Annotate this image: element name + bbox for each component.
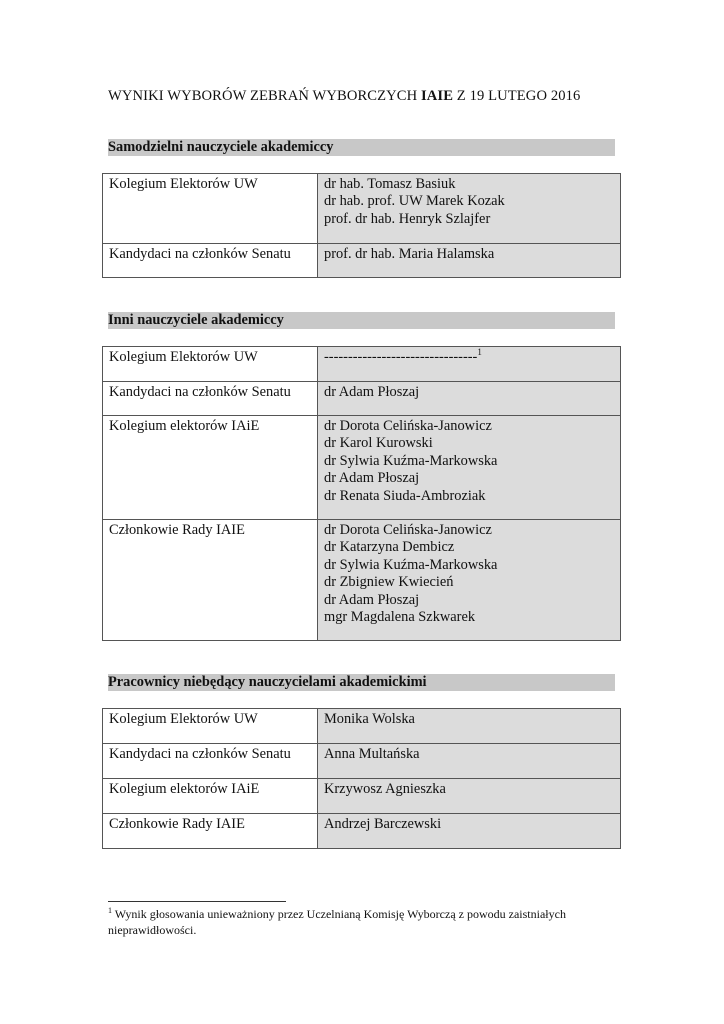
name-entry: Krzywosz Agnieszka [324, 781, 446, 797]
row-label: Kolegium Elektorów UW [103, 347, 318, 382]
name-entry: Anna Multańska [324, 746, 420, 762]
footnote-reference[interactable]: 1 [477, 347, 482, 358]
table-row [103, 709, 621, 744]
table-row [103, 382, 621, 416]
name-entry: dr Zbigniew Kwiecień [324, 574, 454, 591]
row-label: Członkowie Rady IAIE [103, 814, 318, 849]
row-names [318, 744, 621, 779]
row-label: Kolegium elektorów IAiE [103, 779, 318, 814]
name-entry: dr Adam Płoszaj [324, 591, 420, 608]
footnote-divider [108, 901, 286, 902]
row-label: Kolegium elektorów IAiE [103, 416, 318, 520]
section-heading-pracownicy: Pracownicy niebędący nauczycielami akademickimi [108, 674, 615, 691]
document-title [108, 88, 580, 105]
name-entry: prof. dr hab. Maria Halamska [324, 246, 495, 262]
footnote [108, 907, 598, 938]
row-label: Kolegium Elektorów UW [103, 174, 318, 244]
section-heading-samodzielni: Samodzielni nauczyciele akademiccy [108, 139, 615, 156]
table-row [103, 244, 621, 278]
name-entry: dr Sylwia Kuźma-Markowska [324, 556, 498, 573]
row-names [318, 779, 621, 814]
name-entry: prof. dr hab. Henryk Szlajfer [324, 210, 491, 227]
name-entry: dr Dorota Celińska-Janowicz [324, 522, 492, 538]
footnote-mark: 1 [108, 906, 112, 915]
table-row [103, 416, 621, 520]
table-row [103, 814, 621, 849]
row-label: Kandydaci na członków Senatu [103, 744, 318, 779]
row-label: Kandydaci na członków Senatu [103, 244, 318, 278]
void-dashes: -------------------------------- [324, 349, 478, 365]
section-heading-inni: Inni nauczyciele akademiccy [108, 312, 615, 329]
table-row [103, 347, 621, 382]
row-label: Członkowie Rady IAIE [103, 520, 318, 641]
name-entry: dr hab. prof. UW Marek Kozak [324, 193, 505, 210]
results-table-pracownicy [102, 708, 621, 849]
name-entry: dr Adam Płoszaj [324, 470, 420, 487]
row-names [318, 814, 621, 849]
row-names [318, 382, 621, 416]
row-label: Kolegium Elektorów UW [103, 709, 318, 744]
table-row [103, 174, 621, 244]
row-names [318, 520, 621, 641]
name-entry: dr Sylwia Kuźma-Markowska [324, 452, 498, 469]
name-entry: Andrzej Barczewski [324, 816, 442, 832]
name-entry: dr Adam Płoszaj [324, 384, 420, 400]
table-row [103, 779, 621, 814]
results-table-inni [102, 346, 621, 641]
row-names [318, 174, 621, 244]
name-entry: dr Karol Kurowski [324, 435, 433, 452]
footnote-text: Wynik głosowania unieważniony przez Uczelnianą Komisję Wyborczą z powodu zaistniałych nieprawidłowości. [108, 907, 566, 937]
title-bold: IAIE [421, 88, 454, 104]
table-row [103, 744, 621, 779]
row-names [318, 347, 621, 382]
name-entry: dr hab. Tomasz Basiuk [324, 176, 456, 192]
name-entry: dr Dorota Celińska-Janowicz [324, 418, 492, 434]
row-names [318, 244, 621, 278]
name-entry: mgr Magdalena Szkwarek [324, 609, 476, 626]
title-suffix: Z 19 LUTEGO 2016 [453, 88, 581, 104]
name-entry: dr Renata Siuda-Ambroziak [324, 487, 486, 504]
name-entry: Monika Wolska [324, 711, 415, 727]
title-prefix: WYNIKI WYBORÓW ZEBRAŃ WYBORCZYCH [108, 88, 422, 104]
name-entry [324, 349, 614, 366]
table-row [103, 520, 621, 641]
name-entry: dr Katarzyna Dembicz [324, 539, 455, 556]
row-label: Kandydaci na członków Senatu [103, 382, 318, 416]
results-table-samodzielni [102, 173, 621, 278]
row-names [318, 416, 621, 520]
row-names [318, 709, 621, 744]
